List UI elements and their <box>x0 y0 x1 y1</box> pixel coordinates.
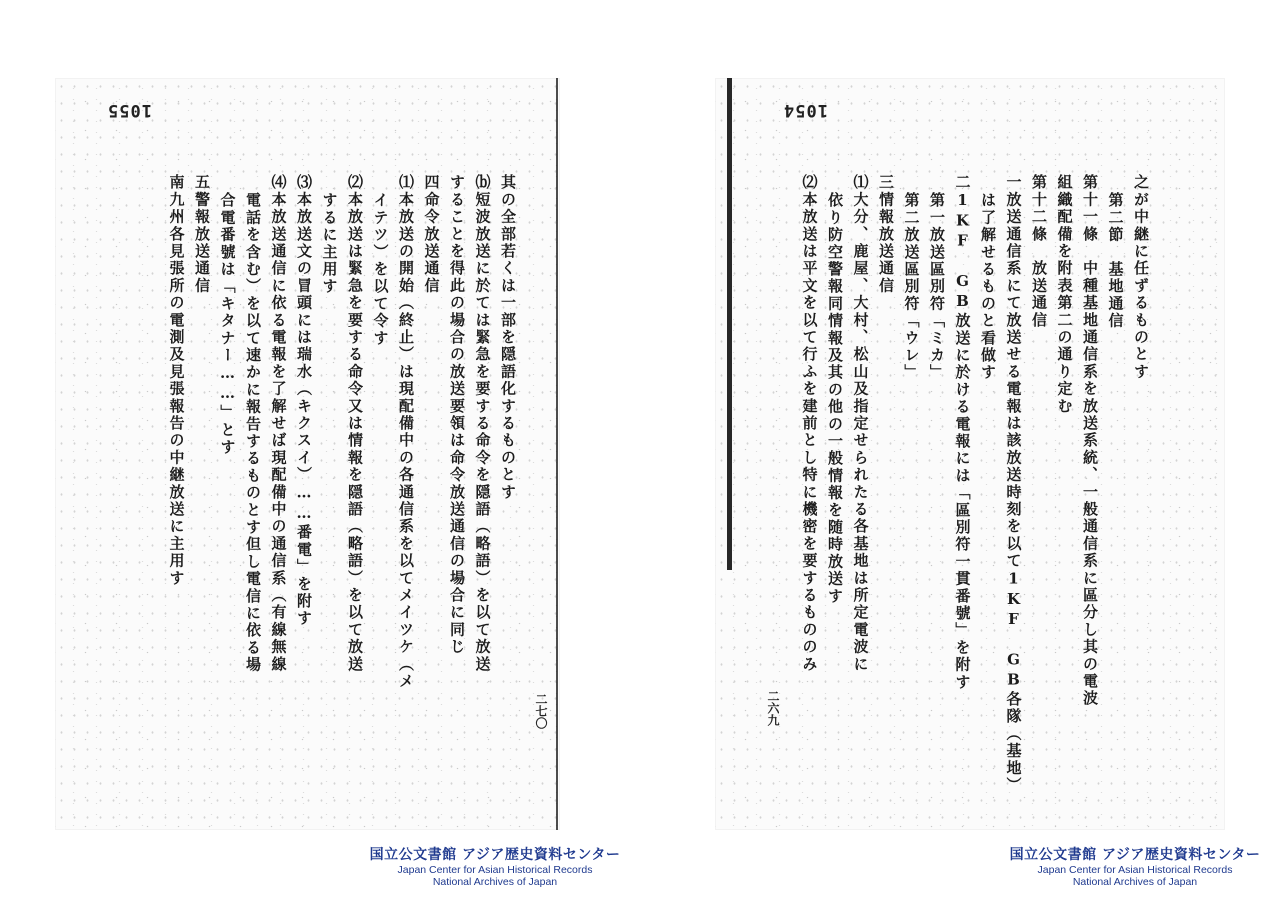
text-column: 電話を含む）を以て速かに報告するものとす但し電信に依る場 <box>244 192 262 674</box>
gutter-line <box>556 78 558 830</box>
logo-english-text: Japan Center for Asian Historical Records <box>397 864 593 876</box>
right-page <box>715 78 1225 830</box>
text-column: 南九州各見張所の電測及見張報告の中継放送に主用す <box>167 174 186 587</box>
text-column: 二1KF GB放送に於ける電報には「區別符一貫番號」を附す <box>953 174 972 691</box>
logo-english-text: National Archives of Japan <box>432 876 558 888</box>
text-column: ⑴大分、鹿屋、大村、松山及指定せられたる各基地は所定電波に <box>851 174 870 673</box>
text-column: 第一放送區別符「ミカ」 <box>928 192 946 382</box>
section-heading: 第二節 基地通信 <box>1106 192 1125 330</box>
article-heading: 第十一條 中種基地通信系を放送系統、一般通信系に區分し其の電波 <box>1081 174 1099 708</box>
jacar-logo <box>345 844 645 888</box>
article-heading: 第十二條 放送通信 <box>1030 174 1048 329</box>
jacar-logo <box>985 844 1280 888</box>
text-column: することを得此の場合の放送要領は命令放送通信の場合に同じ <box>448 174 466 656</box>
text-column: ⑴本放送の開始（終止）は現配備中の各通信系を以てメイツケ（メ <box>397 174 415 690</box>
text-column: ⒝短波放送に於ては緊急を要する命令を隠語（略語）を以て放送 <box>473 174 492 673</box>
text-column: 其の全部若くは一部を隠語化するものとす <box>499 174 517 501</box>
margin-page-number: 二七〇 <box>534 693 548 729</box>
logo-japanese-text: 国立公文書館 アジア歴史資料センター <box>1009 847 1261 863</box>
left-page <box>55 78 560 830</box>
page-number: 1054 <box>783 100 828 120</box>
section-heading: 五警報放送通信 <box>193 174 211 295</box>
margin-page-number: 二六九 <box>766 690 780 726</box>
gutter-line <box>727 78 732 570</box>
text-column: ⑵本放送は平文を以て行ふを建前とし特に機密を要するもののみ <box>800 174 819 673</box>
text-column: 合電番號は「キタナー……」とす <box>218 192 237 456</box>
text-column: 依り防空警報同情報及其の他の一般情報を随時放送す <box>826 192 844 605</box>
page-number: 1055 <box>107 100 152 120</box>
logo-english-text: National Archives of Japan <box>1072 876 1198 888</box>
text-column: 一放送通信系にて放送せる電報は該放送時刻を以て1KF GB各隊（基地） <box>1004 174 1023 794</box>
text-column: は了解せるものと看做す <box>979 192 997 382</box>
text-column: 組織配備を附表第二の通り定む <box>1055 174 1074 415</box>
text-column: ⑷本放送通信に依る電報を了解せば現配備中の通信系（有線無線 <box>269 174 288 673</box>
section-heading: 四命令放送通信 <box>422 174 441 295</box>
text-column: ⑶本放送文の冒頭には瑞水（キクスイ）……番電」を附す <box>295 174 313 628</box>
body-text <box>100 174 520 794</box>
text-column: 第二放送區別符「ウレ」 <box>902 192 921 382</box>
text-column: イテツ）を以て令す <box>371 192 390 347</box>
text-column: 之が中継に任ずるものとす <box>1132 174 1150 381</box>
body-text <box>753 174 1153 794</box>
text-column: ⑵本放送は緊急を要する命令又は情報を隠語（略語）を以て放送 <box>346 174 364 673</box>
text-column: するに主用す <box>320 192 339 296</box>
logo-english-text: Japan Center for Asian Historical Records <box>1037 864 1233 876</box>
logo-japanese-text: 国立公文書館 アジア歴史資料センター <box>369 847 621 863</box>
section-heading: 三情報放送通信 <box>877 174 895 295</box>
